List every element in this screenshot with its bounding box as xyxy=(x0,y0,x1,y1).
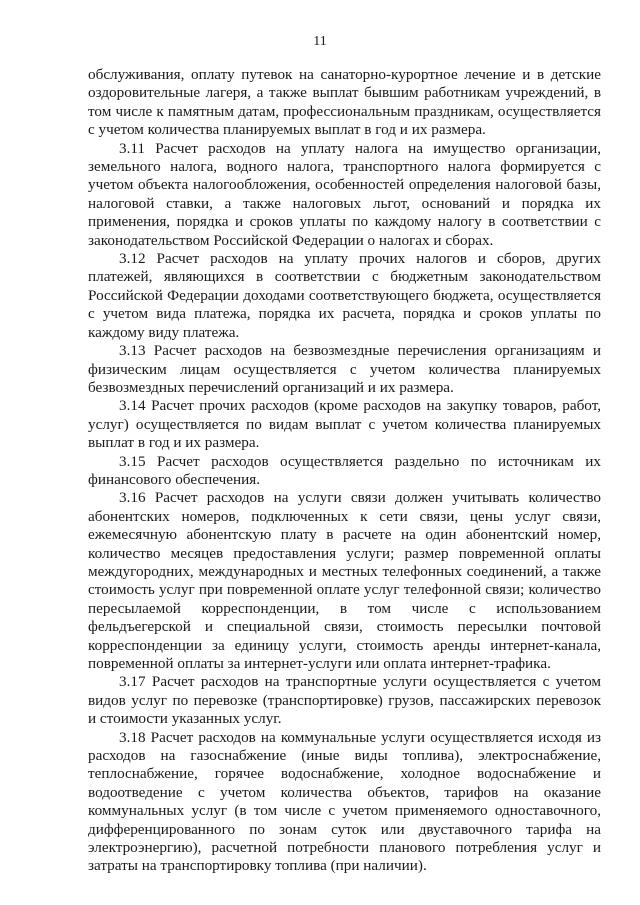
paragraph-3-18: 3.18 Расчет расходов на коммунальные услуги осуществляется исходя из расходов на газоснабжение (иные виды топлива), электроснабжение, теплоснабжение, горячее водоснабжение, холодное водоснабжение и водоотведение с учетом количества объектов, тарифов на оказание коммунальных услуг (в том числе с учетом применяемого одноставочного, дифференцированного по зонам суток или двуставочного тарифа на электроэнергию), расчетной потребности планового потребления услуг и затраты на транспортировку топлива (при наличии). xyxy=(88,728,601,875)
paragraph-3-17: 3.17 Расчет расходов на транспортные услуги осуществляется с учетом видов услуг по перевозке (транспортировке) грузов, пассажирских перевозок и стоимости указанных услуг. xyxy=(88,673,601,728)
paragraph-3-14: 3.14 Расчет прочих расходов (кроме расходов на закупку товаров, работ, услуг) осуществляется по видам выплат с учетом количества планируемых выплат в год и их размера. xyxy=(88,397,601,452)
paragraph-3-13: 3.13 Расчет расходов на безвозмездные перечисления организациям и физическим лицам осуществляется с учетом количества планируемых безвозмездных перечислений организаций и их размера. xyxy=(88,342,601,396)
document-body xyxy=(88,66,601,876)
paragraph-3-12: 3.12 Расчет расходов на уплату прочих налогов и сборов, других платежей, являющихся в соответствии с бюджетным законодательством Российской Федерации доходами соответствующего бюджета, осуществляется с учетом вида платежа, порядка их расчета, порядка и сроков уплаты по каждому виду платежа. xyxy=(88,250,601,341)
page-number: 11 xyxy=(313,34,327,49)
paragraph-continuation: обслуживания, оплату путевок на санаторно-курортное лечение и в детские оздоровительные лагеря, а также выплат бывшим работникам учреждений, в том числе к памятным датам, профессиональным праздникам, осуществляется с учетом количества планируемых выплат в год и их размера. xyxy=(88,66,601,139)
paragraph-3-11: 3.11 Расчет расходов на уплату налога на имущество организации, земельного налога, водного налога, транспортного налога формируется с учетом объекта налогообложения, особенностей определения налоговой базы, налоговой ставки, а также налоговых льгот, оснований и порядка их применения, порядка и сроков уплаты по каждому налогу в соответствии с законодательством Российской Федерации о налогах и сборах. xyxy=(88,139,601,249)
paragraph-3-15: 3.15 Расчет расходов осуществляется раздельно по источникам их финансового обеспечения. xyxy=(88,452,601,488)
paragraph-3-16: 3.16 Расчет расходов на услуги связи должен учитывать количество абонентских номеров, подключенных к сети связи, цены услуг связи, ежемесячную абонентскую плату в расчете на один абонентский номер, количество месяцев предоставления услуги; размер повременной оплаты междугородних, международных и местных телефонных соединений, а также стоимость услуг при повременной оплате услуг телефонной связи; количество пересылаемой корреспонденции, в том числе с использованием фельдъегерской и специальной связи, стоимость пересылки почтовой корреспонденции за единицу услуги, стоимость аренды интернет-канала, повременной оплаты за интернет-услуги или оплата интернет-трафика. xyxy=(88,489,601,672)
